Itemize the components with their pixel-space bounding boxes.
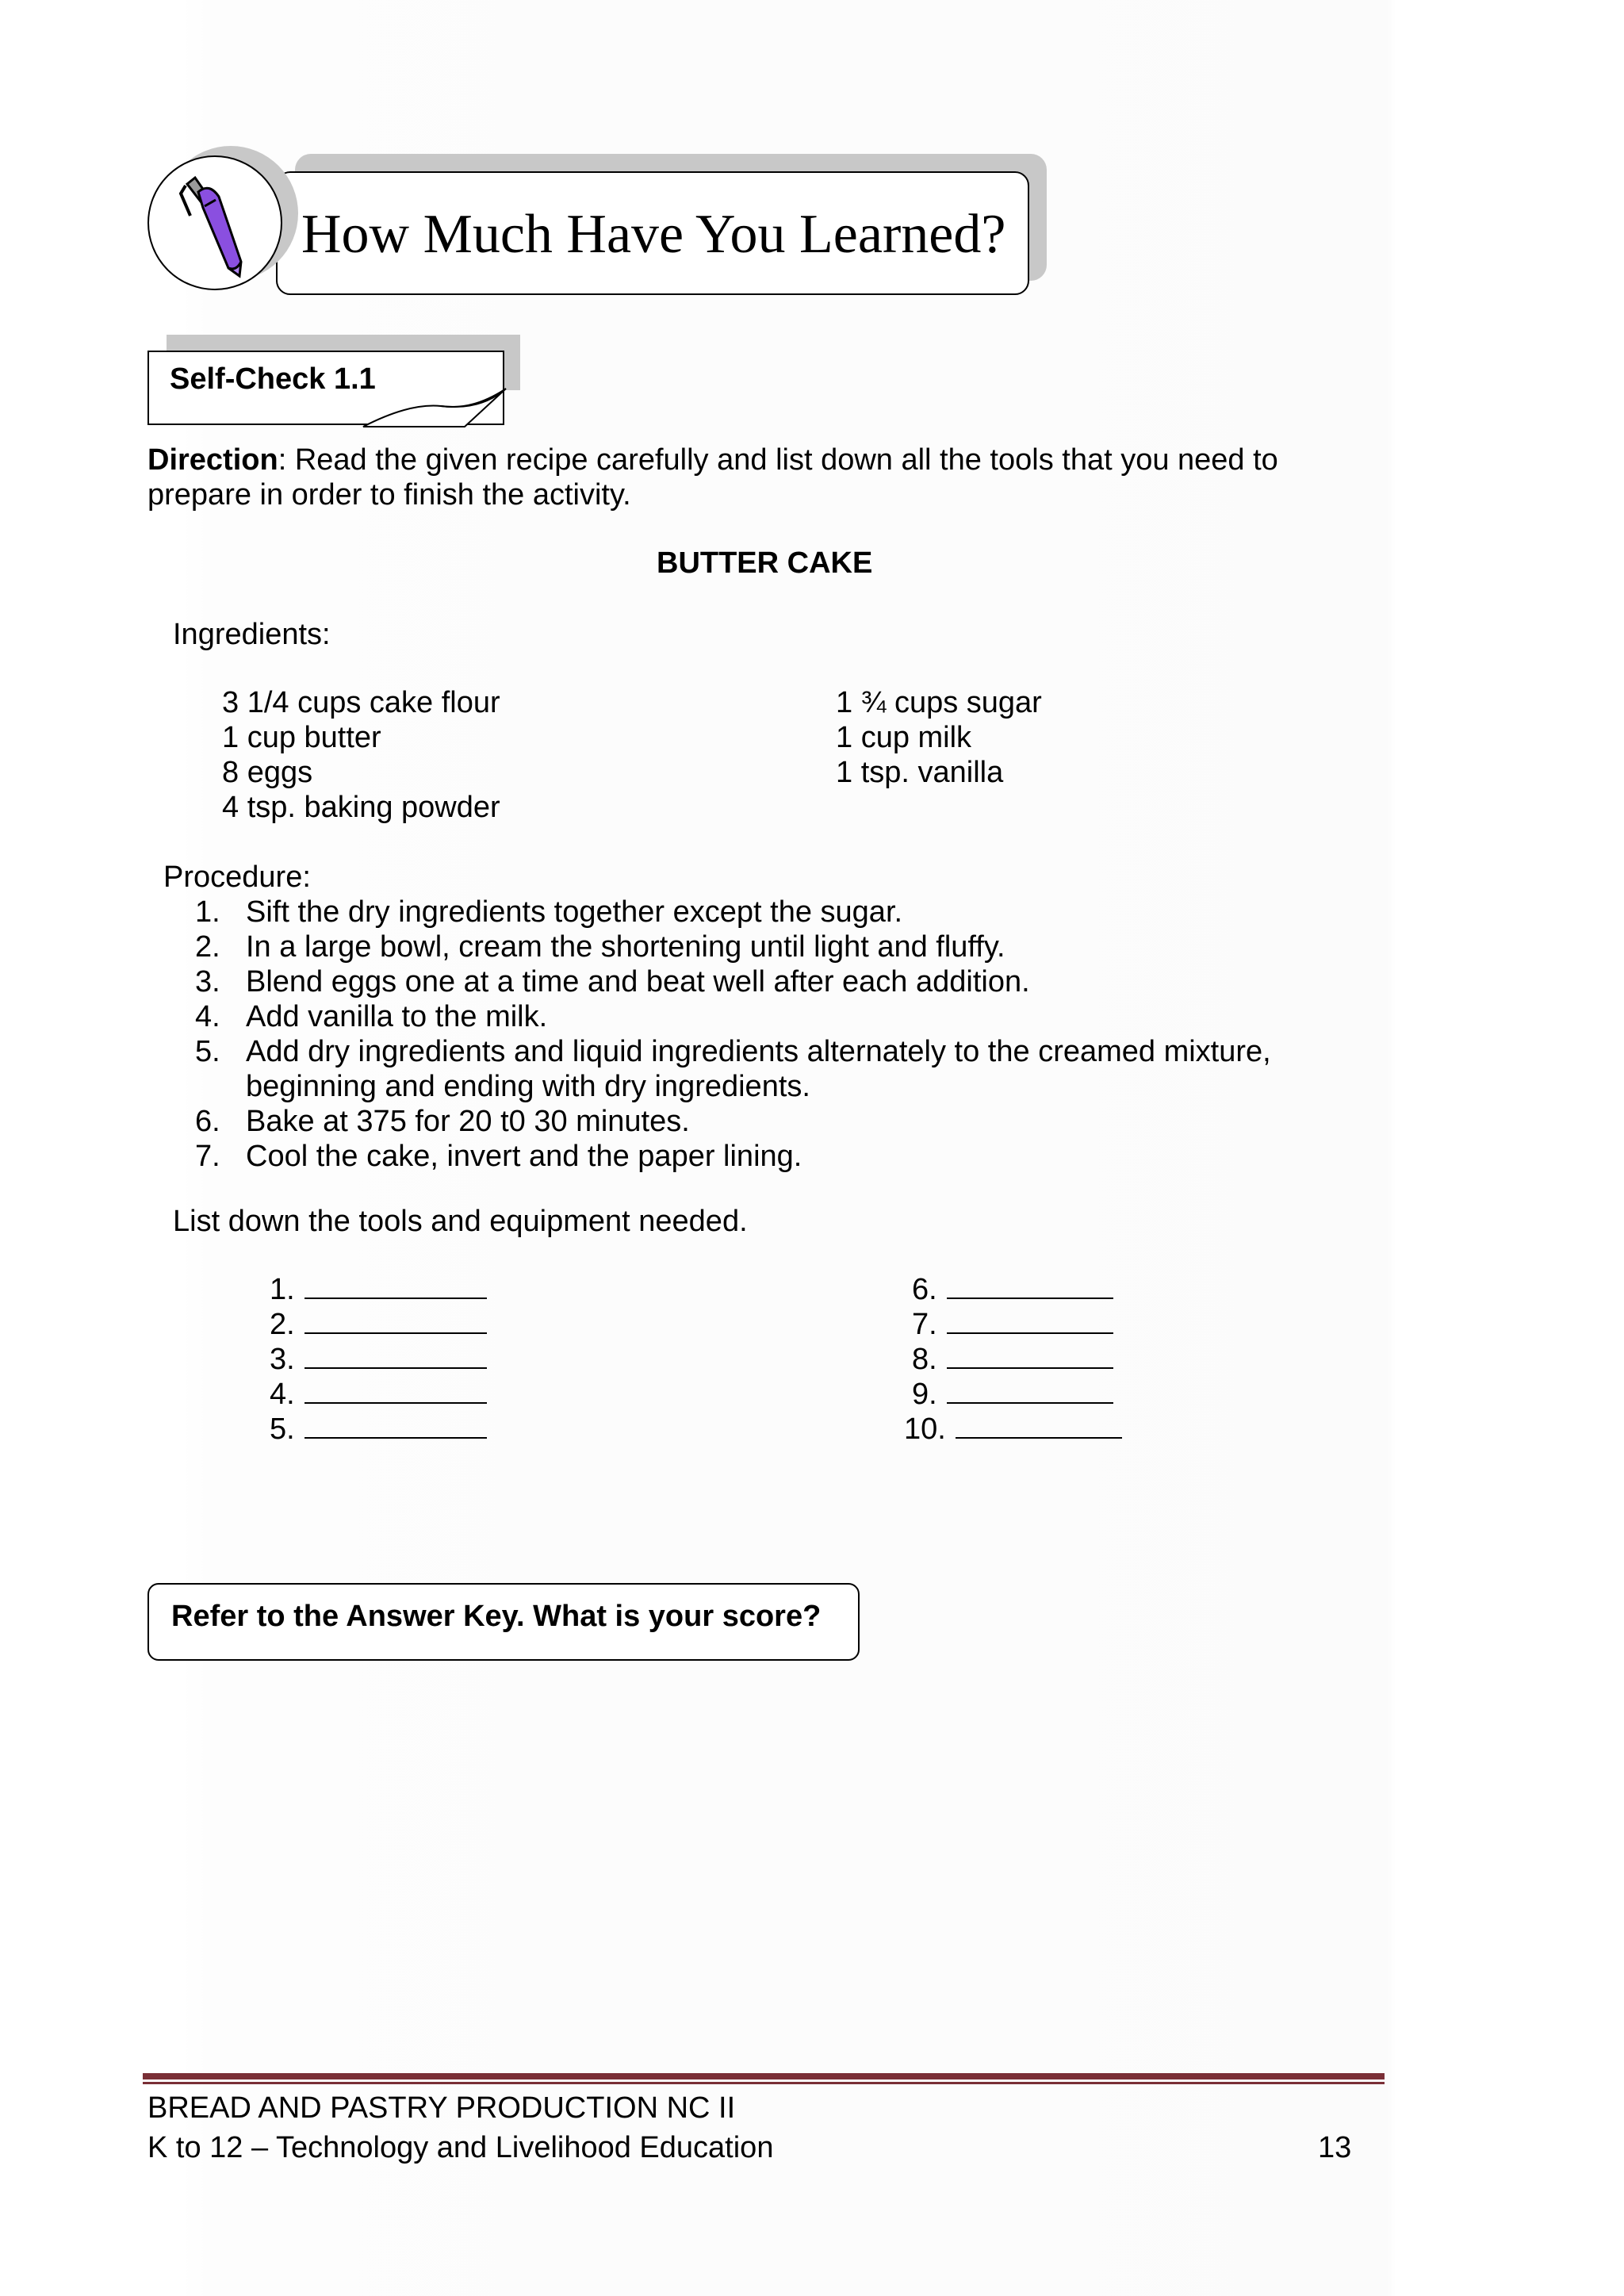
- ingredient-item: 3 1/4 cups cake flour: [222, 686, 500, 719]
- procedure-label: Procedure:: [163, 861, 311, 894]
- ingredient-item: 1 tsp. vanilla: [836, 756, 1004, 789]
- procedure-number: 4.: [195, 1000, 220, 1033]
- procedure-step: Blend eggs one at a time and beat well after each addition.: [246, 965, 1030, 999]
- direction-text: : Read the given recipe carefully and list down all the tools that you need to: [278, 443, 1278, 477]
- tool-number: 8.: [912, 1343, 937, 1376]
- tool-number: 5.: [270, 1412, 295, 1446]
- self-check-label: Self-Check 1.1: [170, 362, 376, 396]
- tool-answer-line[interactable]: [270, 1272, 487, 1307]
- footer-program: K to 12 – Technology and Livelihood Education: [147, 2131, 774, 2164]
- tool-answer-line[interactable]: [904, 1412, 1122, 1447]
- answer-blank[interactable]: [947, 1274, 1113, 1299]
- procedure-step: Add vanilla to the milk.: [246, 1000, 548, 1033]
- tool-answer-line[interactable]: [270, 1342, 487, 1377]
- recipe-title: BUTTER CAKE: [657, 546, 873, 580]
- procedure-step-continuation: beginning and ending with dry ingredients.: [246, 1070, 810, 1103]
- ingredient-item: 8 eggs: [222, 756, 313, 789]
- answer-blank[interactable]: [947, 1378, 1113, 1404]
- answer-blank[interactable]: [304, 1343, 487, 1369]
- procedure-step: In a large bowl, cream the shortening until light and fluffy.: [246, 930, 1005, 964]
- procedure-step: Cool the cake, invert and the paper lining.: [246, 1140, 802, 1173]
- procedure-number: 5.: [195, 1035, 220, 1068]
- tool-number: 4.: [270, 1378, 295, 1411]
- procedure-number: 2.: [195, 930, 220, 964]
- score-prompt: Refer to the Answer Key. What is your score?: [171, 1600, 822, 1633]
- tool-number: 7.: [912, 1308, 937, 1341]
- answer-blank[interactable]: [304, 1274, 487, 1299]
- footer-rule: [143, 2073, 1385, 2079]
- footer-course-title: BREAD AND PASTRY PRODUCTION NC II: [147, 2091, 736, 2125]
- ingredient-item: 1 ¾ cups sugar: [836, 686, 1042, 719]
- tool-answer-line[interactable]: [912, 1272, 1113, 1307]
- procedure-number: 3.: [195, 965, 220, 999]
- tool-answer-line[interactable]: [912, 1377, 1113, 1412]
- tool-number: 3.: [270, 1343, 295, 1376]
- direction-label: Direction: [147, 443, 278, 477]
- direction-line-2: prepare in order to finish the activity.: [147, 478, 631, 512]
- ingredient-item: 1 cup milk: [836, 721, 972, 754]
- procedure-number: 1.: [195, 895, 220, 929]
- procedure-number: 6.: [195, 1105, 220, 1138]
- tool-number: 2.: [270, 1308, 295, 1341]
- page-number: 13: [1318, 2131, 1352, 2164]
- answer-blank[interactable]: [956, 1413, 1122, 1439]
- answer-blank[interactable]: [304, 1378, 487, 1404]
- answer-blank[interactable]: [947, 1343, 1113, 1369]
- tool-answer-line[interactable]: [912, 1307, 1113, 1342]
- page-curl-icon: [362, 387, 508, 428]
- tool-answer-line[interactable]: [270, 1377, 487, 1412]
- tool-answer-line[interactable]: [270, 1412, 487, 1447]
- ingredients-label: Ingredients:: [173, 618, 331, 651]
- procedure-step: Bake at 375 for 20 t0 30 minutes.: [246, 1105, 690, 1138]
- tool-number: 6.: [912, 1273, 937, 1306]
- footer-rule-thin: [143, 2082, 1385, 2084]
- tool-answer-line[interactable]: [270, 1307, 487, 1342]
- ingredient-item: 1 cup butter: [222, 721, 381, 754]
- tools-prompt: List down the tools and equipment needed.: [173, 1205, 748, 1238]
- tool-number: 1.: [270, 1273, 295, 1306]
- answer-blank[interactable]: [304, 1413, 487, 1439]
- pen-icon: [163, 168, 266, 287]
- tool-number: 9.: [912, 1378, 937, 1411]
- tool-answer-line[interactable]: [912, 1342, 1113, 1377]
- direction-line-1: [147, 443, 1278, 477]
- procedure-number: 7.: [195, 1140, 220, 1173]
- answer-blank[interactable]: [947, 1309, 1113, 1334]
- procedure-step: Sift the dry ingredients together except the sugar.: [246, 895, 903, 929]
- procedure-step: Add dry ingredients and liquid ingredients alternately to the creamed mixture,: [246, 1035, 1271, 1068]
- ingredient-item: 4 tsp. baking powder: [222, 791, 500, 824]
- page-title: How Much Have You Learned?: [301, 204, 1006, 265]
- answer-blank[interactable]: [304, 1309, 487, 1334]
- tool-number: 10.: [904, 1412, 946, 1446]
